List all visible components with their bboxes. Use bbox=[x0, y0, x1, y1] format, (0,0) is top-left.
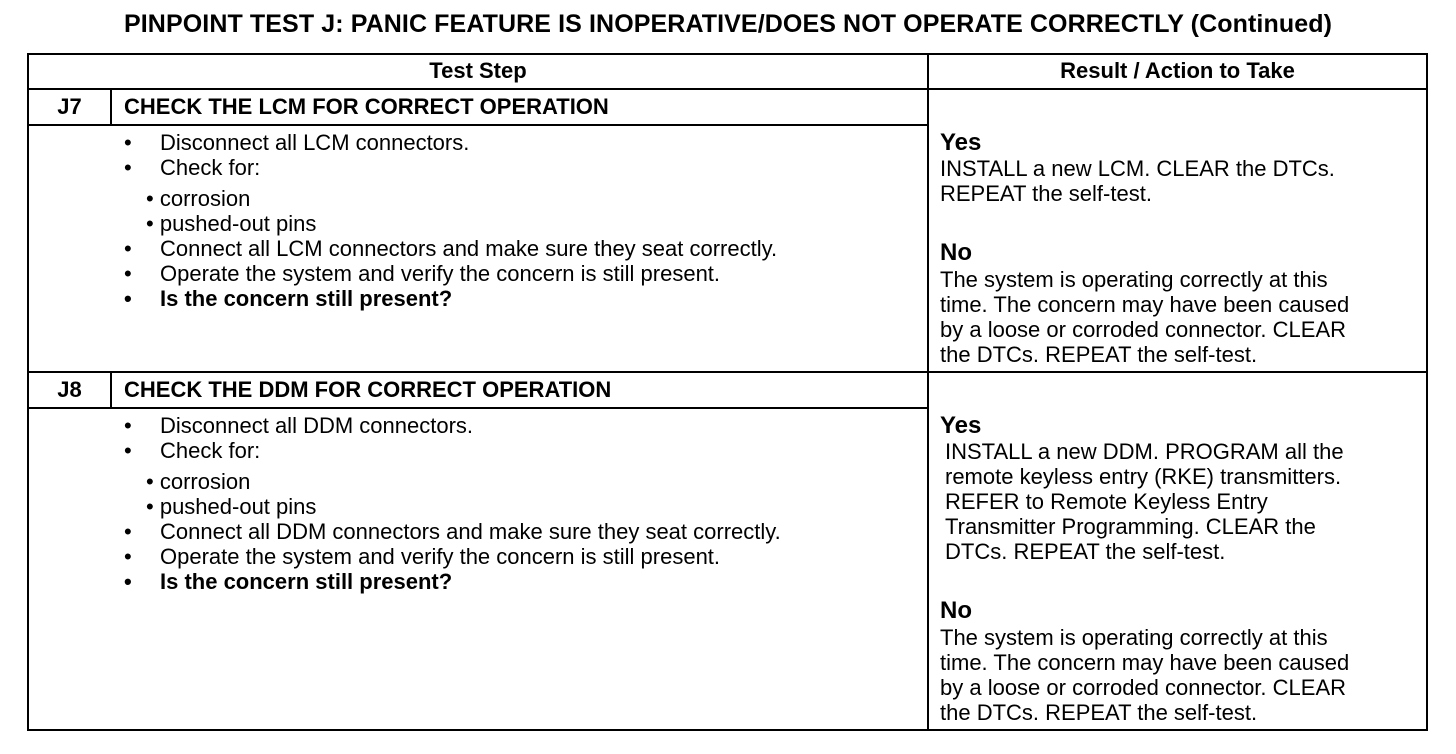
list-item-text: Connect all DDM connectors and make sure they seat correctly. bbox=[160, 519, 781, 544]
list-item bbox=[124, 236, 777, 261]
j7-no-label: No bbox=[940, 239, 972, 266]
j7-yes-label: Yes bbox=[940, 129, 982, 156]
sub-list-item bbox=[146, 211, 777, 236]
column-divider bbox=[927, 53, 929, 731]
bullet-glyph: • bbox=[124, 438, 132, 463]
bullet-glyph: • bbox=[124, 519, 132, 544]
list-item-text: Is the concern still present? bbox=[160, 286, 453, 311]
j8-no-label: No bbox=[940, 597, 972, 624]
list-item-text: Operate the system and verify the concern is still present. bbox=[160, 261, 721, 286]
sub-list-item-text: corrosion bbox=[159, 186, 251, 211]
sub-bullet-glyph: • bbox=[146, 211, 154, 236]
step-separator bbox=[27, 371, 1428, 373]
j8-yes-label: Yes bbox=[940, 412, 982, 439]
sub-list-item bbox=[146, 494, 781, 519]
list-item bbox=[124, 519, 781, 544]
bullet-glyph: • bbox=[124, 544, 132, 569]
list-item-question bbox=[124, 569, 781, 594]
list-item bbox=[124, 413, 781, 438]
list-item-text: Disconnect all LCM connectors. bbox=[160, 130, 470, 155]
j7-title-divider bbox=[27, 124, 927, 126]
list-item-text: Check for: bbox=[160, 438, 261, 463]
step-id-j8: J8 bbox=[57, 377, 82, 402]
j8-title-divider bbox=[27, 407, 927, 409]
sub-list-item-text: pushed-out pins bbox=[159, 494, 317, 519]
sub-bullet-glyph: • bbox=[146, 494, 154, 519]
sub-bullet-glyph: • bbox=[146, 469, 154, 494]
bullet-glyph: • bbox=[124, 236, 132, 261]
sub-list-item-text: pushed-out pins bbox=[159, 211, 317, 236]
list-item bbox=[124, 155, 777, 236]
bullet-glyph: • bbox=[124, 261, 132, 286]
j7-check-sublist bbox=[146, 186, 777, 236]
bullet-glyph: • bbox=[124, 413, 132, 438]
page-title: PINPOINT TEST J: PANIC FEATURE IS INOPERATIVE/DOES NOT OPERATE CORRECTLY (Continued) bbox=[123, 10, 1332, 38]
j7-no-action: The system is operating correctly at this time. The concern may have been caused by a loose or corroded connector. CLEAR the DTCs. REPEAT the self-test. bbox=[940, 267, 1350, 367]
list-item-question bbox=[124, 286, 777, 311]
sub-list-item bbox=[146, 469, 781, 494]
list-item bbox=[124, 130, 777, 155]
sub-list-item-text: corrosion bbox=[159, 469, 251, 494]
sub-list-item bbox=[146, 186, 777, 211]
step-title-j8: CHECK THE DDM FOR CORRECT OPERATION bbox=[124, 377, 612, 402]
bullet-glyph: • bbox=[124, 130, 132, 155]
list-item-text: Connect all LCM connectors and make sure they seat correctly. bbox=[160, 236, 778, 261]
header-result-action: Result / Action to Take bbox=[1060, 58, 1295, 83]
list-item bbox=[124, 261, 777, 286]
j8-no-action: The system is operating correctly at this time. The concern may have been caused by a loose or corroded connector. CLEAR the DTCs. REPEAT the self-test. bbox=[940, 625, 1350, 725]
list-item-text: Disconnect all DDM connectors. bbox=[160, 413, 474, 438]
j8-check-sublist bbox=[146, 469, 781, 519]
bullet-glyph: • bbox=[124, 569, 132, 594]
j7-id-divider bbox=[110, 88, 112, 124]
header-test-step: Test Step bbox=[429, 58, 527, 83]
j7-yes-action: INSTALL a new LCM. CLEAR the DTCs. REPEAT the self-test. bbox=[940, 156, 1335, 206]
j8-yes-action: INSTALL a new DDM. PROGRAM all the remote keyless entry (RKE) transmitters. REFER to Remote Keyless Entry Transmitter Programming. CLEAR the DTCs. REPEAT the self-test. bbox=[945, 439, 1344, 564]
list-item-text: Operate the system and verify the concern is still present. bbox=[160, 544, 721, 569]
j7-instructions bbox=[124, 130, 777, 311]
bullet-glyph: • bbox=[124, 155, 132, 180]
list-item-text: Check for: bbox=[160, 155, 261, 180]
step-id-j7: J7 bbox=[57, 94, 82, 119]
step-title-j7: CHECK THE LCM FOR CORRECT OPERATION bbox=[124, 94, 609, 119]
j8-id-divider bbox=[110, 371, 112, 407]
list-item bbox=[124, 544, 781, 569]
list-item bbox=[124, 438, 781, 519]
list-item-text: Is the concern still present? bbox=[160, 569, 453, 594]
header-divider bbox=[27, 88, 1428, 90]
bullet-glyph: • bbox=[124, 286, 132, 311]
sub-bullet-glyph: • bbox=[146, 186, 154, 211]
j8-instructions bbox=[124, 413, 781, 594]
